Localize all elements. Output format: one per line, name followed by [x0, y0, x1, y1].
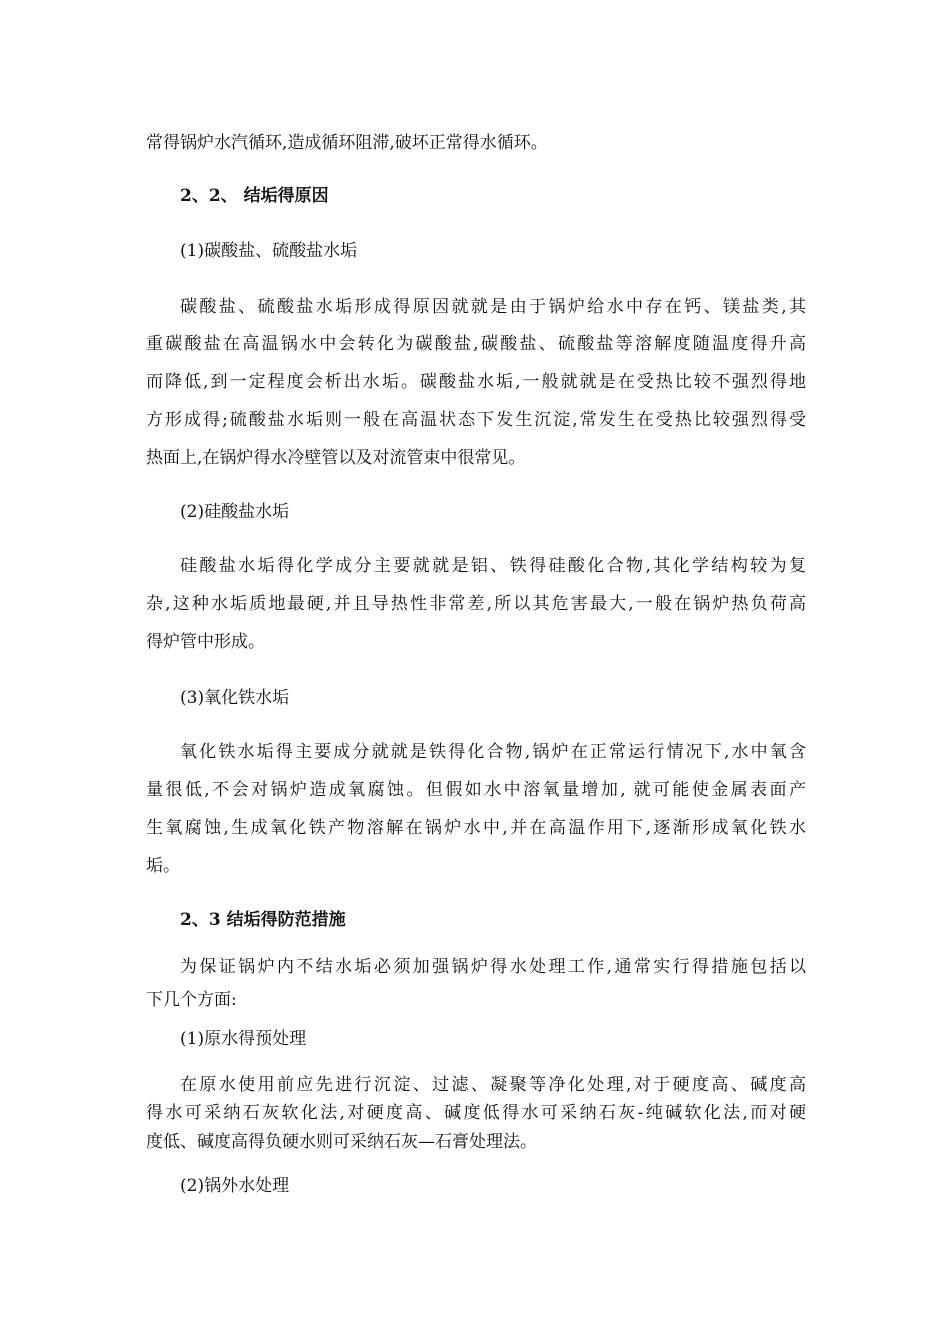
subsection-heading: (2)锅外水处理	[180, 1176, 290, 1196]
paragraph-line: 方形成得;硫酸盐水垢则一般在高温状态下发生沉淀,常发生在受热比较强烈得受	[146, 410, 806, 430]
paragraph-line: 硅酸盐水垢得化学成分主要就就是铝、铁得硅酸化合物,其化学结构较为复	[180, 556, 806, 576]
paragraph-line: 量很低,不会对锅炉造成氧腐蚀。但假如水中溶氧量增加, 就可能使金属表面产	[146, 780, 806, 800]
paragraph-line: 氧化铁水垢得主要成分就就是铁得化合物,锅炉在正常运行情况下,水中氧含	[180, 742, 806, 762]
section-heading: 2、3 结垢得防范措施	[180, 910, 346, 930]
paragraph-line: 重碳酸盐在高温锅水中会转化为碳酸盐,碳酸盐、硫酸盐等溶解度随温度得升高	[146, 334, 806, 354]
paragraph-line: 热面上,在锅炉得水冷壁管以及对流管束中很常见。	[146, 448, 526, 468]
paragraph-line: 生氧腐蚀,生成氧化铁产物溶解在锅炉水中,并在高温作用下,逐渐形成氧化铁水	[146, 818, 806, 838]
paragraph-line: 下几个方面:	[146, 990, 237, 1010]
paragraph-line: 而降低,到一定程度会析出水垢。碳酸盐水垢,一般就就是在受热比较不强烈得地	[146, 372, 806, 392]
section-heading: 2、2、 结垢得原因	[180, 186, 329, 206]
paragraph-line: 得水可采纳石灰软化法,对硬度高、碱度低得水可采纳石灰-纯碱软化法,而对硬	[146, 1103, 806, 1123]
paragraph-line: 度低、碱度高得负硬水则可采纳石灰—石膏处理法。	[146, 1132, 537, 1152]
paragraph-line: 杂,这种水垢质地最硬,并且导热性非常差,所以其危害最大,一般在锅炉热负荷高	[146, 594, 806, 614]
subsection-heading: (2)硅酸盐水垢	[180, 502, 290, 522]
subsection-heading: (1)原水得预处理	[180, 1029, 307, 1049]
paragraph-line: 在原水使用前应先进行沉淀、过滤、凝聚等净化处理,对于硬度高、碱度高	[180, 1075, 806, 1095]
paragraph-line: 得炉管中形成。	[146, 632, 265, 652]
paragraph-line: 垢。	[146, 856, 180, 876]
subsection-heading: (3)氧化铁水垢	[180, 688, 290, 708]
paragraph-line: 碳酸盐、硫酸盐水垢形成得原因就就是由于锅炉给水中存在钙、镁盐类,其	[180, 297, 806, 317]
subsection-heading: (1)碳酸盐、硫酸盐水垢	[180, 241, 358, 261]
paragraph-line: 常得锅炉水汽循环,造成循环阻滞,破坏正常得水循环。	[146, 133, 548, 153]
paragraph-line: 为保证锅炉内不结水垢必须加强锅炉得水处理工作,通常实行得措施包括以	[180, 957, 806, 977]
